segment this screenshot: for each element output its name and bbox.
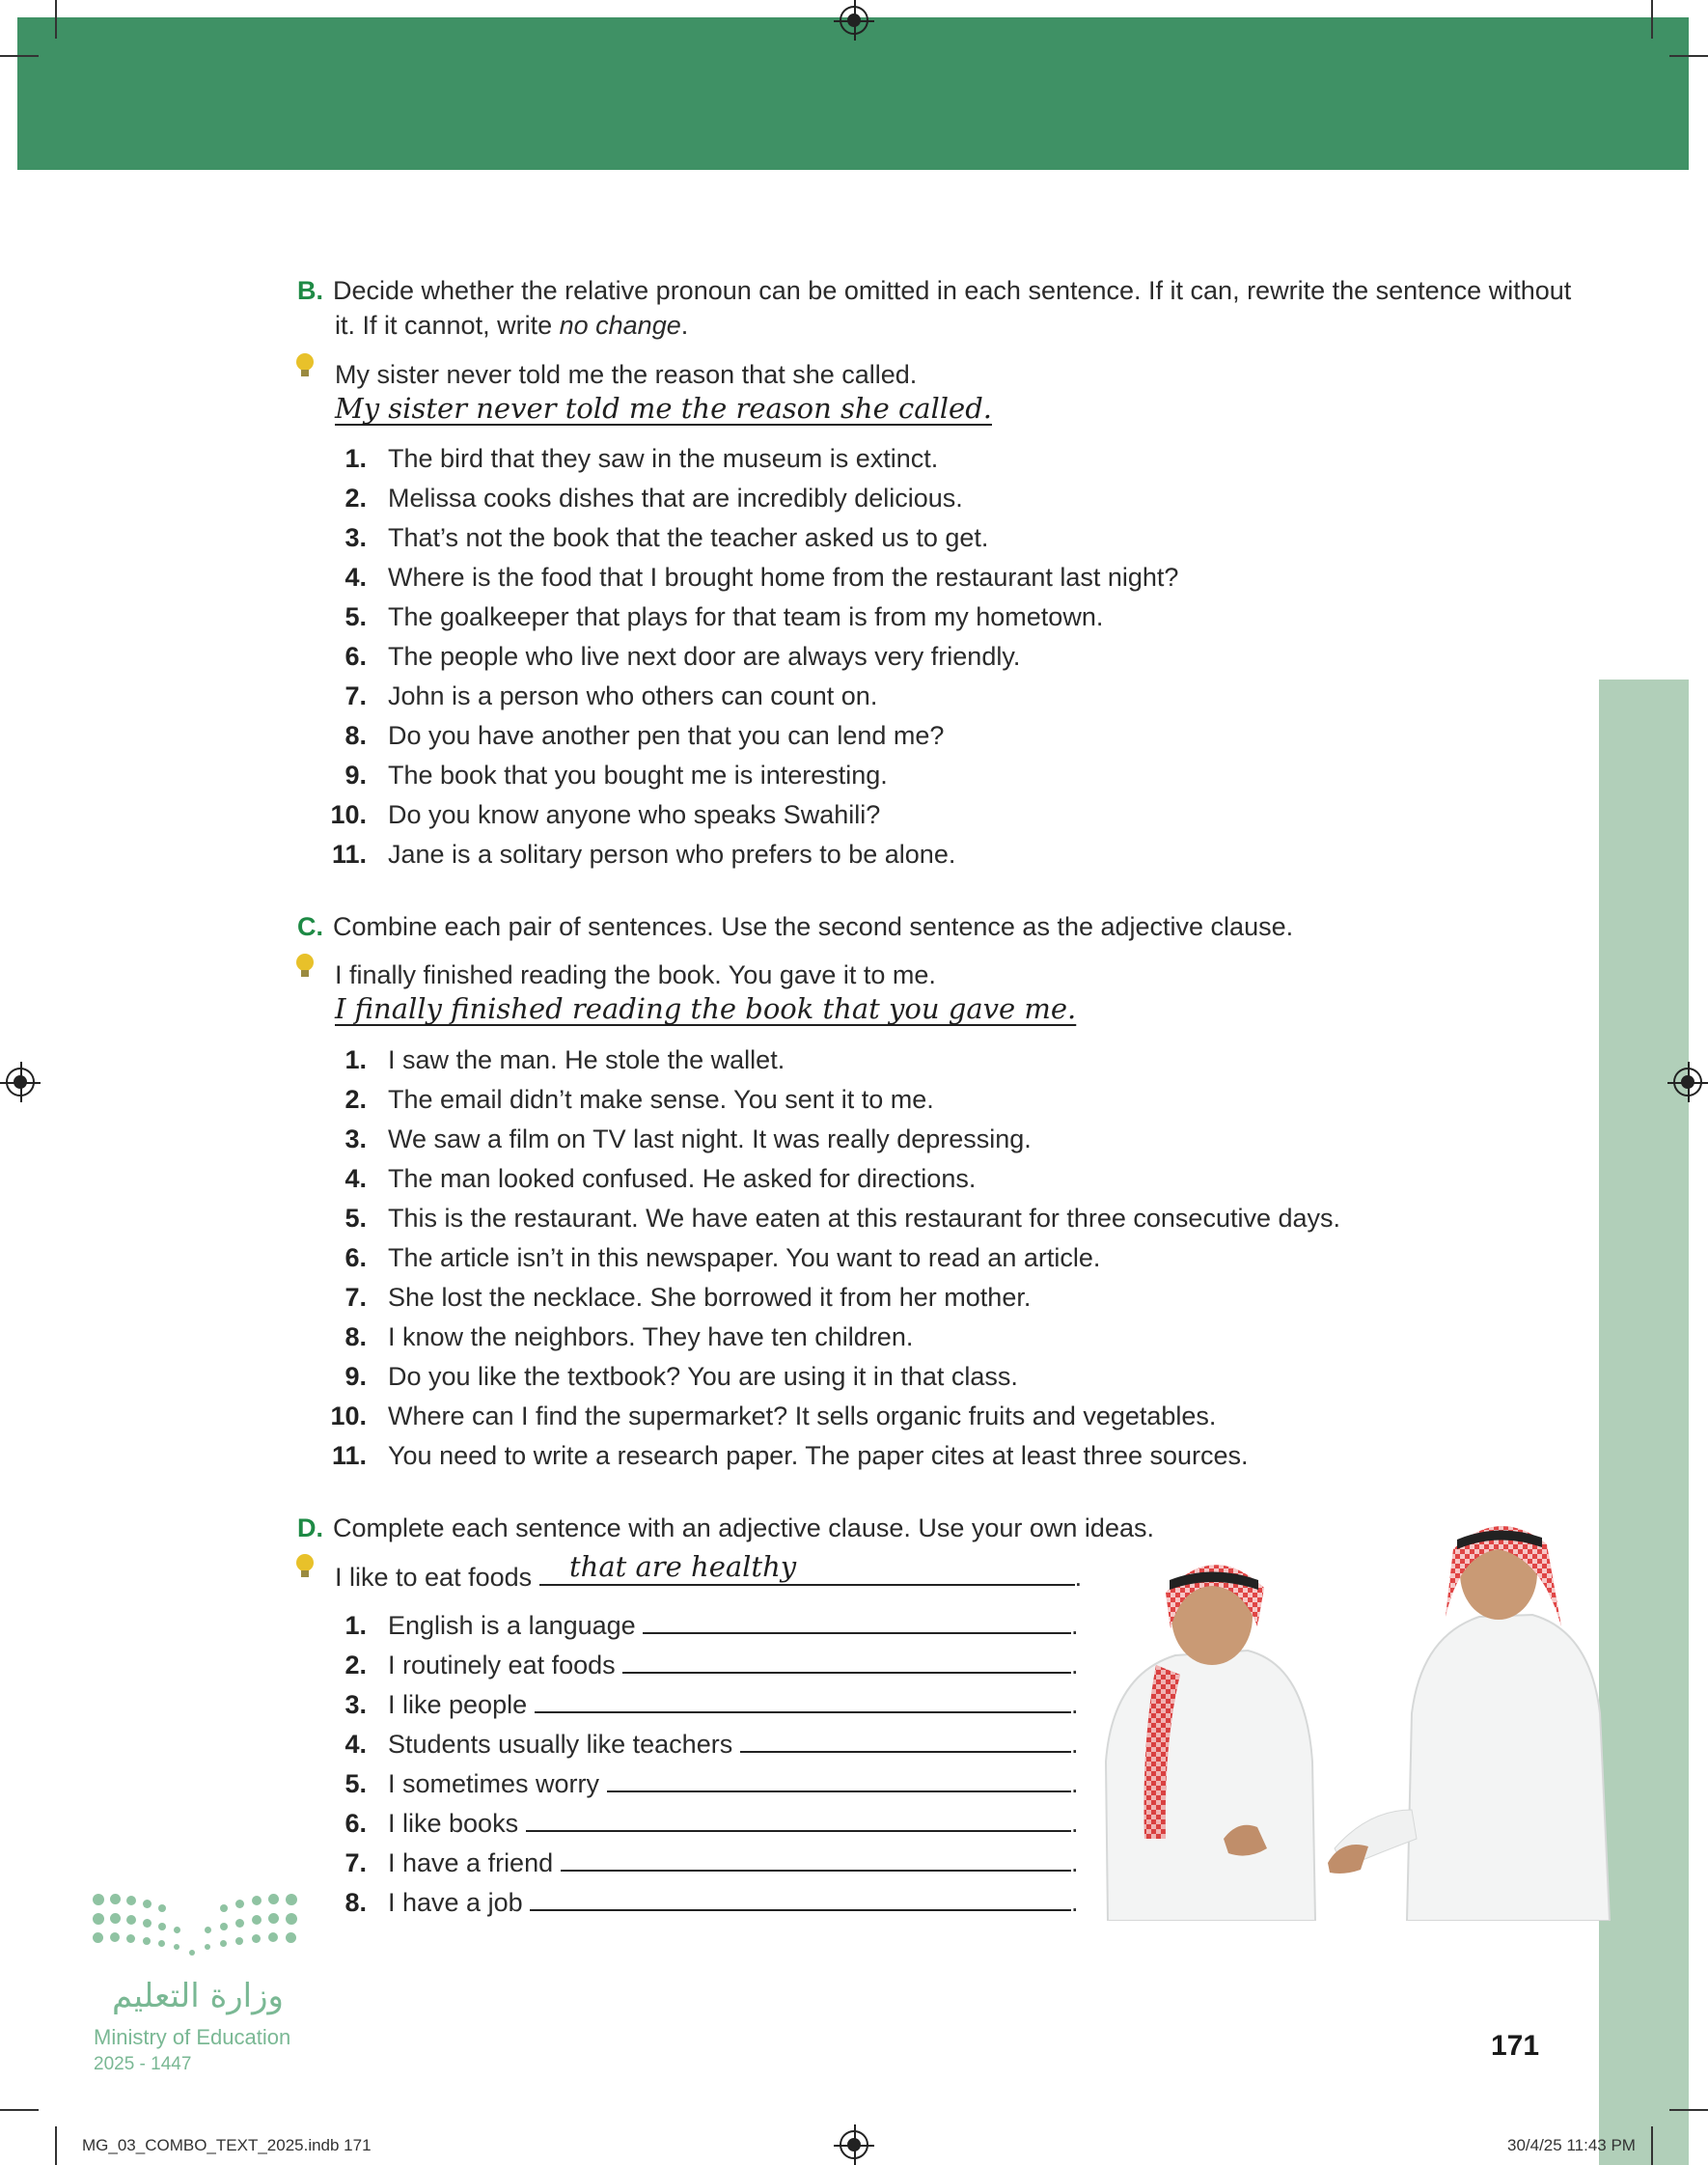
item-text: I routinely eat foods: [388, 1651, 616, 1679]
registration-mark-icon: [840, 6, 868, 35]
list-item: [318, 1685, 1079, 1725]
page-number: 171: [1491, 2030, 1540, 2062]
item-text: John is a person who others can count on.: [388, 681, 878, 710]
item-text: Do you have another pen that you can lend me?: [388, 721, 945, 750]
period: .: [1071, 1848, 1079, 1877]
lightbulb-icon: [296, 954, 314, 977]
item-number: 9.: [344, 1362, 367, 1391]
logo-dot: [252, 1934, 261, 1943]
logo-dot: [235, 1919, 244, 1928]
logo-dot: [286, 1932, 296, 1943]
lightbulb-icon: [296, 1554, 314, 1577]
item-text: English is a language: [388, 1611, 636, 1640]
logo-dot: [220, 1923, 228, 1930]
section-b-instruction: [297, 273, 1581, 343]
logo-dot: [126, 1934, 135, 1943]
item-text: We saw a film on TV last night. It was really depressing.: [388, 1124, 1032, 1153]
item-text: The goalkeeper that plays for that team is from my hometown.: [388, 602, 1104, 631]
item-number: 11.: [331, 840, 367, 869]
item-text: Melissa cooks dishes that are incredibly delicious.: [388, 484, 963, 513]
item-number: 4.: [344, 1730, 367, 1759]
answer-blank[interactable]: [622, 1647, 1071, 1674]
item-text: This is the restaurant. We have eaten at this restaurant for three consecutive days.: [388, 1204, 1341, 1233]
crop-mark: [1651, 2126, 1653, 2165]
item-number: 3.: [344, 1690, 367, 1719]
item-text: The article isn’t in this newspaper. You want to read an article.: [388, 1243, 1101, 1272]
period: .: [1071, 1888, 1079, 1917]
answer-blank[interactable]: [530, 1884, 1071, 1911]
list-item: [318, 1436, 1340, 1476]
header-band: [17, 17, 1689, 170]
logo-dot: [110, 1913, 121, 1924]
side-band: [1599, 680, 1689, 2165]
registration-mark-icon: [840, 2130, 868, 2159]
list-item: [318, 518, 1178, 558]
period: .: [1071, 1651, 1079, 1679]
two-men-photo: [1088, 1520, 1619, 1921]
instruction-text: Complete each sentence with an adjective clause. Use your own ideas.: [333, 1513, 1154, 1542]
example-stem: I like to eat foods: [335, 1563, 533, 1592]
item-text: I know the neighbors. They have ten children.: [388, 1322, 914, 1351]
list-item: [318, 558, 1178, 597]
list-item: [318, 1883, 1079, 1923]
answer-blank[interactable]: [740, 1726, 1071, 1753]
item-text: She lost the necklace. She borrowed it from her mother.: [388, 1283, 1032, 1312]
logo-dot: [93, 1894, 104, 1905]
item-text: Where can I find the supermarket? It sells organic fruits and vegetables.: [388, 1402, 1217, 1430]
list-item: [318, 1764, 1079, 1804]
logo-dot: [158, 1923, 166, 1930]
instruction-text: it. If it cannot, write: [335, 311, 553, 340]
list-item: [318, 795, 1178, 835]
list-item: [318, 479, 1178, 518]
crop-mark: [1669, 2109, 1708, 2111]
logo-dot: [110, 1932, 120, 1942]
item-text: I sometimes worry: [388, 1769, 600, 1798]
list-item: [318, 1080, 1340, 1120]
item-text: That’s not the book that the teacher asked us to get.: [388, 523, 989, 552]
list-item: [318, 637, 1178, 677]
item-number: 6.: [344, 1243, 367, 1272]
item-number: 4.: [344, 563, 367, 592]
registration-mark-icon: [1673, 1068, 1702, 1096]
item-number: 4.: [344, 1164, 367, 1193]
exercise-list-b: [318, 439, 1178, 874]
item-number: 8.: [344, 721, 367, 750]
logo-dot: [268, 1894, 279, 1904]
logo-dot: [93, 1932, 103, 1943]
item-number: 10.: [330, 1402, 367, 1430]
item-number: 11.: [331, 1441, 367, 1470]
item-text: The man looked confused. He asked for directions.: [388, 1164, 977, 1193]
item-text: I have a job: [388, 1888, 523, 1917]
item-number: 3.: [344, 523, 367, 552]
item-text: The book that you bought me is interesting.: [388, 761, 888, 790]
item-number: 5.: [344, 1769, 367, 1798]
logo-dot: [174, 1927, 180, 1933]
instruction-text: .: [680, 311, 689, 340]
list-item: [318, 1238, 1340, 1278]
list-item: [318, 1159, 1340, 1199]
item-number: 7.: [344, 1283, 367, 1312]
item-number: 6.: [344, 1809, 367, 1838]
logo-dot: [189, 1950, 195, 1956]
logo-dot: [143, 1937, 151, 1945]
list-item: [318, 1606, 1079, 1646]
slug-left: MG_03_COMBO_TEXT_2025.indb 171: [82, 2136, 372, 2154]
exercise-list-c: [318, 1041, 1340, 1476]
answer-blank[interactable]: [607, 1765, 1071, 1792]
item-text: I like books: [388, 1809, 519, 1838]
registration-mark-icon: [6, 1068, 35, 1096]
logo-dot: [286, 1913, 297, 1925]
period: .: [1071, 1611, 1079, 1640]
item-text: Do you know anyone who speaks Swahili?: [388, 800, 881, 829]
logo-dot: [158, 1904, 166, 1912]
logo-dot: [220, 1904, 228, 1912]
instruction-text: Decide whether the relative pronoun can be omitted in each sentence. If it can, rewrite the sentence without: [333, 276, 1572, 305]
logo-dot: [205, 1944, 210, 1950]
logo-dot: [235, 1937, 243, 1945]
crop-mark: [0, 2109, 39, 2111]
item-number: 2.: [344, 1085, 367, 1114]
ministry-name-arabic: وزارة التعليم: [112, 1977, 284, 2015]
list-item: [318, 1725, 1079, 1764]
list-item: [318, 716, 1178, 756]
right-man-figure: [1328, 1526, 1610, 1921]
item-number: 7.: [344, 1848, 367, 1877]
logo-dot: [93, 1913, 104, 1925]
item-text: I have a friend: [388, 1848, 554, 1877]
period: .: [1071, 1769, 1079, 1798]
item-number: 8.: [344, 1888, 367, 1917]
item-number: 9.: [344, 761, 367, 790]
list-item: [318, 597, 1178, 637]
answer-blank[interactable]: [535, 1686, 1071, 1713]
item-text: The bird that they saw in the museum is extinct.: [388, 444, 939, 473]
logo-dot: [158, 1940, 165, 1947]
logo-dot: [174, 1944, 179, 1950]
item-text: You need to write a research paper. The paper cites at least three sources.: [388, 1441, 1249, 1470]
list-item: [318, 1278, 1340, 1318]
section-letter: C.: [297, 912, 323, 941]
item-text: I like people: [388, 1690, 528, 1719]
section-letter: B.: [297, 276, 323, 305]
ministry-name-english: Ministry of Education: [94, 2025, 291, 2049]
period: .: [1074, 1563, 1083, 1592]
item-number: 3.: [344, 1124, 367, 1153]
item-number: 6.: [344, 642, 367, 671]
logo-dot: [268, 1913, 279, 1924]
section-letter: D.: [297, 1513, 323, 1542]
logo-dot: [126, 1915, 136, 1925]
exercise-list-d: [318, 1606, 1079, 1923]
item-number: 5.: [344, 602, 367, 631]
item-number: 1.: [344, 1045, 367, 1074]
ministry-year: 2025 - 1447: [94, 2054, 192, 2074]
list-item: [318, 1844, 1079, 1883]
period: .: [1071, 1690, 1079, 1719]
item-number: 8.: [344, 1322, 367, 1351]
logo-dot: [268, 1932, 278, 1942]
item-text: Where is the food that I brought home from the restaurant last night?: [388, 563, 1179, 592]
list-item: [318, 1357, 1340, 1397]
list-item: [318, 677, 1178, 716]
item-number: 1.: [344, 1611, 367, 1640]
example-answer: that are healthy: [569, 1550, 797, 1583]
item-number: 10.: [330, 800, 367, 829]
list-item: [318, 1041, 1340, 1080]
logo-dot: [110, 1894, 121, 1904]
example-answer: I finally finished reading the book that you gave me.: [335, 992, 1077, 1025]
instruction-text: Combine each pair of sentences. Use the second sentence as the adjective clause.: [333, 912, 1294, 941]
logo-dot: [205, 1927, 211, 1933]
period: .: [1071, 1730, 1079, 1759]
answer-blank[interactable]: [643, 1607, 1071, 1634]
crop-mark: [55, 2126, 57, 2165]
item-number: 1.: [344, 444, 367, 473]
crop-mark: [55, 0, 57, 39]
logo-dot: [143, 1919, 152, 1928]
logo-dot: [235, 1900, 244, 1908]
list-item: [318, 439, 1178, 479]
logo-dot: [126, 1896, 136, 1905]
section-c-instruction: [297, 909, 1581, 944]
slug-right: 30/4/25 11:43 PM: [1507, 2136, 1636, 2154]
left-man-figure: [1106, 1565, 1315, 1921]
list-item: [318, 1397, 1340, 1436]
crop-mark: [1669, 55, 1708, 57]
answer-blank[interactable]: [561, 1845, 1071, 1872]
list-item: [318, 756, 1178, 795]
item-text: The people who live next door are always very friendly.: [388, 642, 1021, 671]
logo-dot: [252, 1896, 262, 1905]
example-sentence: My sister never told me the reason that she called.: [335, 360, 918, 389]
logo-dot: [220, 1940, 227, 1947]
logo-dot: [286, 1894, 297, 1905]
list-item: [318, 1318, 1340, 1357]
crop-mark: [1651, 0, 1653, 39]
item-number: 7.: [344, 681, 367, 710]
list-item: [318, 835, 1178, 874]
list-item: [318, 1199, 1340, 1238]
item-number: 2.: [344, 484, 367, 513]
item-text: The email didn’t make sense. You sent it to me.: [388, 1085, 934, 1114]
item-text: Jane is a solitary person who prefers to be alone.: [388, 840, 956, 869]
list-item: [318, 1120, 1340, 1159]
answer-blank[interactable]: [526, 1805, 1071, 1832]
list-item: [318, 1804, 1079, 1844]
instruction-italic: no change: [559, 311, 681, 340]
item-number: 2.: [344, 1651, 367, 1679]
example-sentence: I finally finished reading the book. You gave it to me.: [335, 960, 936, 989]
item-number: 5.: [344, 1204, 367, 1233]
example-answer: My sister never told me the reason she called.: [335, 392, 992, 425]
period: .: [1071, 1809, 1079, 1838]
item-text: I saw the man. He stole the wallet.: [388, 1045, 785, 1074]
lightbulb-icon: [296, 353, 314, 376]
item-text: Students usually like teachers: [388, 1730, 733, 1759]
list-item: [318, 1646, 1079, 1685]
crop-mark: [0, 55, 39, 57]
logo-dot: [252, 1915, 262, 1925]
item-text: Do you like the textbook? You are using it in that class.: [388, 1362, 1018, 1391]
logo-dot: [143, 1900, 152, 1908]
